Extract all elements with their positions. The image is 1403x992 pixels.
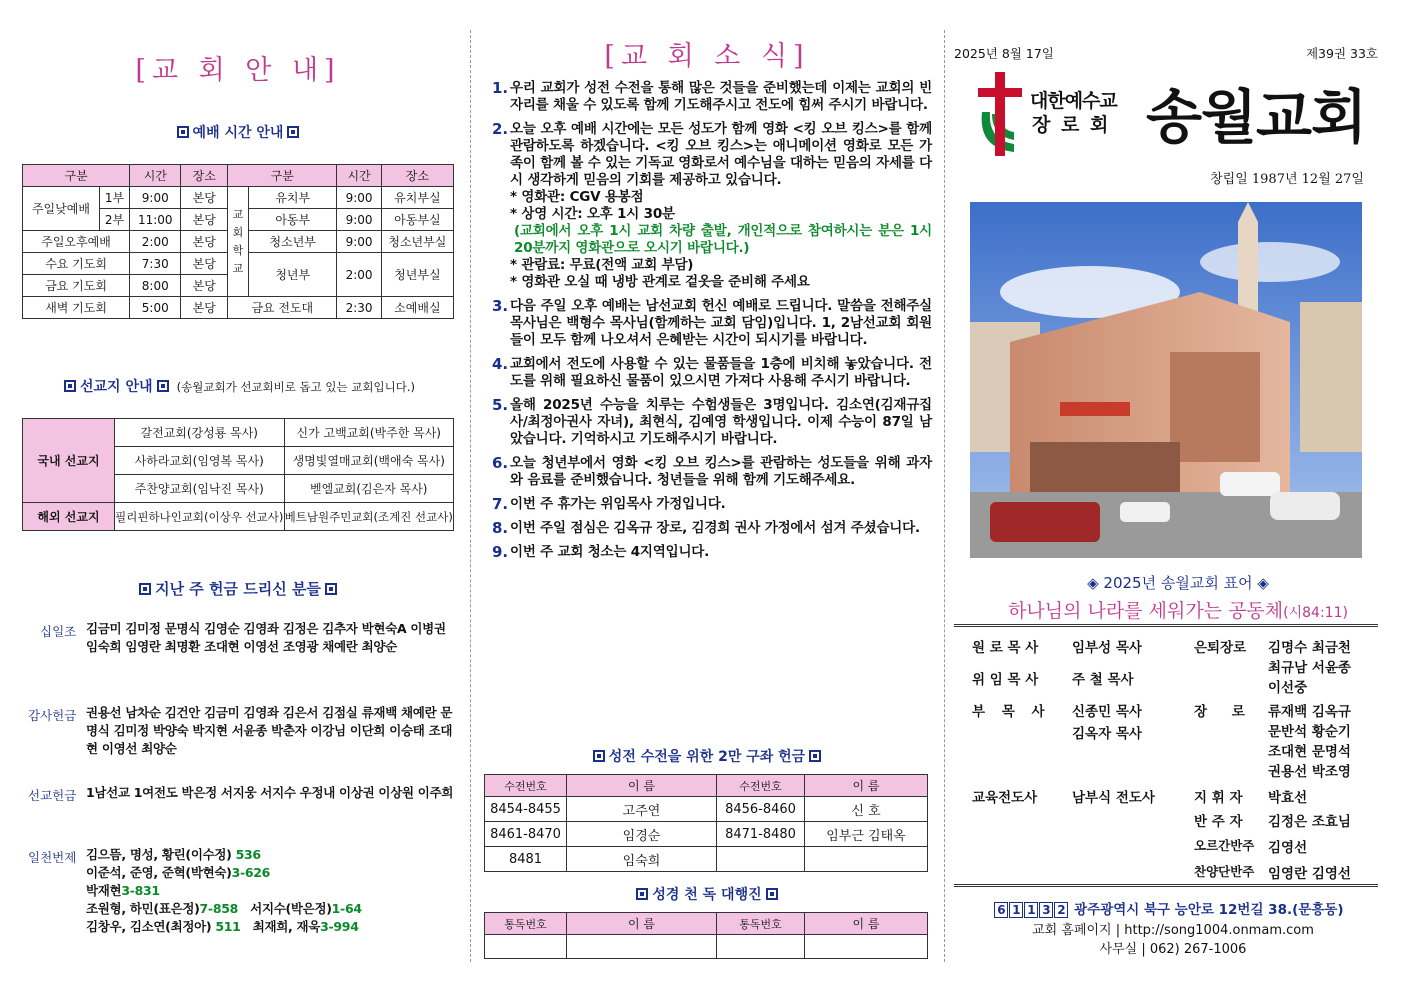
table-row [485,797,928,822]
list-item [492,520,932,537]
cell: 갈전교회(강성룡 목사) [115,419,285,447]
cell: 임부근 김태옥 [805,822,928,847]
church-logo-icon [974,70,1026,158]
news-number: 7. [492,495,509,513]
vow-line: 서지수(박은정) [250,901,332,916]
table-row [485,847,928,872]
news-text: 오늘 청년부에서 영화 <킹 오브 킹스>를 관람하는 성도들을 위해 과자와 음료를 준비했습니다. 청년들을 위해 함께 기도해주세요. [510,455,932,488]
cell: 주일오후예배 [23,231,130,253]
news-text: 올해 2025년 수능을 치루는 수험생들은 3명입니다. 김소연(김재규집사/최정아권사 자녀), 최현식, 김예영 학생입니다. 이제 수능이 87일 남았습니다. 기억하시고 기도해주시기 바랍니다. [510,397,932,447]
news-number: 8. [492,519,509,537]
mission-heading [60,376,460,396]
header-cell: 구분 [228,165,337,187]
cell: 본당 [181,253,228,275]
square-bullet-icon [139,583,151,595]
news-number: 9. [492,543,509,561]
news-number: 6. [492,454,509,472]
cell: 11:00 [130,209,181,231]
vow-line: 조원형, 하민(표은정) [86,901,200,916]
news-number: 3. [492,297,509,315]
postal-digit: 1 [1024,902,1038,918]
vow-line: 박재현 [86,883,122,898]
church-info-column [18,0,458,992]
vow-names [86,846,458,936]
motto-reference: (시84:11) [1283,605,1348,621]
news-text: 오늘 오후 예배 시간에는 모든 성도가 함께 영화 <킹 오브 킹스>를 함께 관람하도록 하겠습니다. <킹 오브 킹스>는 애니메이션 영화로 모든 가족이 함께 볼 수 있는 기독교 영화로서 예수님을 대하는 믿음의 자세를 다시 생각하게 믿음의 기회를 제공하고 있습니다. [510,121,932,188]
header-cell: 구분 [23,165,130,187]
mission-table [22,418,454,531]
thanks-label: 감사헌금 [28,708,77,723]
news-subitem: * 관람료: 무료(전액 교회 부담) [510,257,694,273]
cell: 5:00 [130,297,181,319]
cell: 청소년부 [248,231,337,253]
school-label: 교회학교 [232,207,244,275]
cell: 1부 [99,187,129,209]
square-bullet-icon [766,888,778,900]
cell: 8471-8480 [717,822,805,847]
thanks-names: 권용선 남차순 김건안 김금미 김영좌 김은서 김점실 류재백 채예란 문명식 김미정 박양숙 박지현 서윤종 박춘자 이강님 이단희 이승태 조대현 이영선 최양순 [86,705,453,756]
news-text: 우리 교회가 성전 수전을 통해 많은 것들을 준비했는데 이제는 교회의 빈자리를 채울 수 있도록 함께 기도해주시고 전도에 힘써 주시기 바랍니다. [510,80,932,113]
news-text: 이번 주 휴가는 위임목사 가정입니다. [510,496,726,512]
list-item [492,356,932,390]
square-bullet-icon [177,126,189,138]
header-cell: 이 름 [567,913,717,935]
news-number: 2. [492,120,509,138]
header-cell: 통독번호 [717,913,805,935]
vow-line: 이준석, 준영, 준혁(박현숙) [86,865,232,880]
staff-name: 이선중 [1268,680,1308,696]
news-number: 5. [492,396,509,414]
cell: 아동부 [248,209,337,231]
list-item [492,455,932,489]
table-header-row [485,913,928,935]
postal-code [994,902,1069,918]
homepage[interactable]: 교회 홈페이지 | http://song1004.onmam.com [1032,923,1314,938]
church-name: 송월교회 [1146,83,1367,151]
staff-name: 임부성 목사 [1072,640,1142,656]
cell: 2:00 [337,253,381,297]
worship-heading [18,122,458,142]
cell: 수요 기도회 [23,253,130,275]
cell: 유치부 [248,187,337,209]
cell: 본당 [181,187,228,209]
vow-line: 최재희, 재욱 [252,919,321,934]
cell: 필리핀하나인교회(이상우 선교사) [115,503,285,531]
staff-title: 은퇴장로 [1194,640,1247,656]
issue-volume: 제39권 33호 [1305,46,1378,61]
cell: 금요 전도대 [228,297,337,319]
header-cell: 시간 [337,165,381,187]
worship-table [22,164,454,319]
vow-label: 일천번제 [28,850,77,865]
cell: 7:30 [130,253,181,275]
bible-heading [482,884,932,904]
cell: 고주연 [567,797,717,822]
cell: 9:00 [337,231,381,253]
news-text: 교회에서 전도에 사용할 수 있는 물품들을 1층에 비치해 놓았습니다. 전도를 위해 필요하신 물품이 있으시면 가져다 사용해 주시기 바랍니다. [510,356,932,389]
square-bullet-icon [593,750,605,762]
staff-title: 위 임 목 사 [972,672,1039,688]
staff-name: 권용선 박조영 [1268,764,1351,780]
mission-offering-label: 선교헌금 [28,788,77,803]
header-cell: 수전번호 [485,775,567,797]
vow-number: 3-831 [121,883,160,898]
square-bullet-icon [325,583,337,595]
list-item [492,544,932,561]
header-cell: 이 름 [805,913,928,935]
diamond-icon: ◈ [1257,574,1269,592]
staff-title: 장 로 [1194,704,1255,720]
header-cell: 이 름 [805,775,928,797]
news-subitem: * 영화관 오실 때 냉방 관계로 겉옷을 준비해 주세요 [510,274,810,290]
cell: 본당 [181,297,228,319]
cell: 벧엘교회(김은자 목사) [284,475,454,503]
staff-title: 지 휘 자 [1194,790,1243,806]
news-list [492,80,932,568]
square-bullet-icon [809,750,821,762]
vow-number: 7-858 [199,901,239,916]
cell [485,935,567,959]
news-green-note: (교회에서 오후 1시 교회 차량 출발, 개인적으로 참여하시는 분은 1시 20분까지 영화관으로 오시기 바랍니다.) [514,223,932,256]
cell: 본당 [181,231,228,253]
vow-number: 511 [215,919,241,934]
news-subitem: * 영화관: CGV 용봉점 [510,189,644,205]
issue-date: 2025년 8월 17일 [954,46,1054,61]
cell: 8454-8455 [485,797,567,822]
staff-name: 조대현 문명석 [1268,744,1351,760]
section-title: [교 회 안 내] [135,55,341,86]
church-building-photo [970,202,1362,558]
cell: 8456-8460 [717,797,805,822]
vow-number: 3-994 [320,919,359,934]
cell: 주일낮예배 [23,187,100,231]
cell [567,935,717,959]
header-cell: 시간 [130,165,181,187]
offering-heading [18,578,458,599]
square-bullet-icon [64,380,76,392]
cell: 청년부실 [381,253,453,297]
tithe-names: 김금미 김미정 문명식 김영순 김영좌 김정은 김추자 박현숙A 이병권 임숙희 임영란 최명환 조대현 이영선 조영광 채예란 최양순 [86,621,446,654]
staff-title: 찬양단반주 [1194,864,1255,879]
cell: 사하라교회(임영복 목사) [115,447,285,475]
cell: 유치부실 [381,187,453,209]
staff-title: 반 주 자 [1194,814,1243,830]
cell: 주찬양교회(임낙진 목사) [115,475,285,503]
cell: 베트남원주민교회(조계진 선교사) [284,503,454,531]
cell: 신 호 [805,797,928,822]
domestic-label: 국내 선교지 [23,419,115,503]
address [984,898,1354,918]
vow-line: 김창우, 김소연(최정아) [86,919,212,934]
header-cell: 장소 [181,165,228,187]
table-row [23,503,454,531]
offering-heading-text: 지난 주 헌금 드리신 분들 [155,580,321,598]
news-text: 다음 주일 오후 예배는 남선교회 헌신 예배로 드립니다. 말씀을 전해주실 목사님은 백형수 목사님(함께하는 교회 담임)입니다. 1, 2남선교회 회원들이 모두 함께 나오셔서 은혜받는 시간이 되시기를 바랍니다. [510,298,932,348]
square-bullet-icon [636,888,648,900]
column-divider [944,30,945,962]
fund-heading-text: 성전 수전을 위한 2만 구좌 헌금 [608,749,806,765]
staff-name: 김정은 조효님 [1268,814,1351,830]
divider-line [954,624,1378,627]
cell: 9:00 [337,187,381,209]
cell: 8461-8470 [485,822,567,847]
table-row [23,187,454,209]
staff-name: 김옥자 목사 [1072,726,1142,742]
postal-digit: 6 [994,902,1008,918]
fund-table [484,774,928,872]
mission-heading-text: 선교지 안내 [80,379,153,395]
square-bullet-icon [157,380,169,392]
cell: 생명빛열매교회(백애숙 목사) [284,447,454,475]
staff-name: 문반석 황순기 [1268,724,1351,740]
cell: 9:00 [337,209,381,231]
cell: 소예배실 [381,297,453,319]
staff-title: 원 로 목 사 [972,640,1039,656]
cell: 2부 [99,209,129,231]
table-row [23,419,454,447]
news-number: 1. [492,79,509,97]
staff-name: 류재백 김옥규 [1268,704,1351,720]
list-item [492,298,932,349]
cell: 본당 [181,209,228,231]
cell [805,935,928,959]
denomination-line2: 장 로 회 [1032,114,1111,136]
cell: 청년부 [248,253,337,297]
vow-line: 김으뜸, 명성, 황린(이수정) [86,847,232,862]
cell: 청소년부실 [381,231,453,253]
table-header-row [23,165,454,187]
cell: 9:00 [130,187,181,209]
section-title: [교 회 소 식] [604,41,810,72]
list-item [492,121,932,291]
fund-heading [482,746,932,766]
news-text: 이번 주 교회 청소는 4지역입니다. [510,544,710,560]
cell: 2:30 [337,297,381,319]
cell [717,935,805,959]
list-item [492,397,932,448]
cell: 2:00 [130,231,181,253]
staff-name: 남부식 전도사 [1072,790,1155,806]
cell: 임숙희 [567,847,717,872]
cell: 8481 [485,847,567,872]
church-news-column [482,0,932,992]
staff-title: 부 목 사 [972,704,1051,720]
founded-date: 창립일 1987년 12월 27일 [1210,172,1364,187]
cell: 8:00 [130,275,181,297]
cell [805,847,928,872]
staff-name: 김명수 최금천 [1268,640,1351,656]
motto-text: 하나님의 나라를 세워가는 공동체 [1008,600,1284,622]
divider-line [954,884,1378,887]
bible-heading-text: 성경 천 독 대행진 [652,887,762,903]
header-cell: 통독번호 [485,913,567,935]
table-header-row [485,775,928,797]
tithe-label: 십일조 [40,624,77,639]
cover-column [954,0,1388,992]
news-text: 이번 주일 점심은 김옥규 장로, 김경희 권사 가정에서 섬겨 주셨습니다. [510,520,920,536]
school-label-cell [228,187,249,297]
column-divider [470,30,471,962]
header-cell: 이 름 [567,775,717,797]
worship-heading-text: 예배 시간 안내 [192,125,284,141]
postal-digit: 1 [1009,902,1023,918]
motto-heading-text: 2025년 송월교회 표어 [1103,574,1253,592]
staff-name: 임영란 김영선 [1268,866,1351,882]
address-text: 광주광역시 북구 능안로 12번길 38.(문흥동) [1074,902,1344,918]
cell: 신가 고백교회(박주한 목사) [284,419,454,447]
staff-name: 박효선 [1268,790,1308,806]
bible-table [484,912,928,959]
staff-name: 신종민 목사 [1072,704,1142,720]
overseas-label: 해외 선교지 [23,503,115,531]
mission-offering-names: 1남선교 1여전도 박은정 서지웅 서지수 우정내 이상권 이상원 이주희 [86,785,454,800]
vow-number: 3-626 [231,865,271,880]
office-phone: 사무실 | 062) 267-1006 [1099,942,1247,957]
staff-title: 오르간반주 [1194,838,1255,853]
motto-heading [968,572,1388,593]
postal-digit: 2 [1054,902,1068,918]
cell: 본당 [181,275,228,297]
motto [968,596,1388,623]
cell [717,847,805,872]
denomination-line1: 대한예수교 [1030,90,1117,112]
news-number: 4. [492,355,509,373]
cell: 아동부실 [381,209,453,231]
staff-name: 김영선 [1268,840,1308,856]
staff-title: 교육전도사 [972,790,1038,806]
table-row [485,822,928,847]
news-subitem: * 상영 시간: 오후 1시 30분 [510,206,675,222]
table-row [485,935,928,959]
square-bullet-icon [287,126,299,138]
header-cell: 장소 [381,165,453,187]
diamond-icon: ◈ [1087,574,1099,592]
list-item [492,80,932,114]
header-cell: 수전번호 [717,775,805,797]
list-item [492,496,932,513]
mission-note: (송월교회가 선교회비로 돕고 있는 교회입니다.) [176,380,415,394]
staff-name: 최규남 서윤종 [1268,660,1351,676]
vow-number: 536 [235,847,261,862]
cell: 임경순 [567,822,717,847]
cell: 금요 기도회 [23,275,130,297]
vow-number: 1-64 [331,901,362,916]
cell: 새벽 기도회 [23,297,130,319]
table-row [23,297,454,319]
staff-name: 주 철 목사 [1072,672,1134,688]
postal-digit: 3 [1039,902,1053,918]
